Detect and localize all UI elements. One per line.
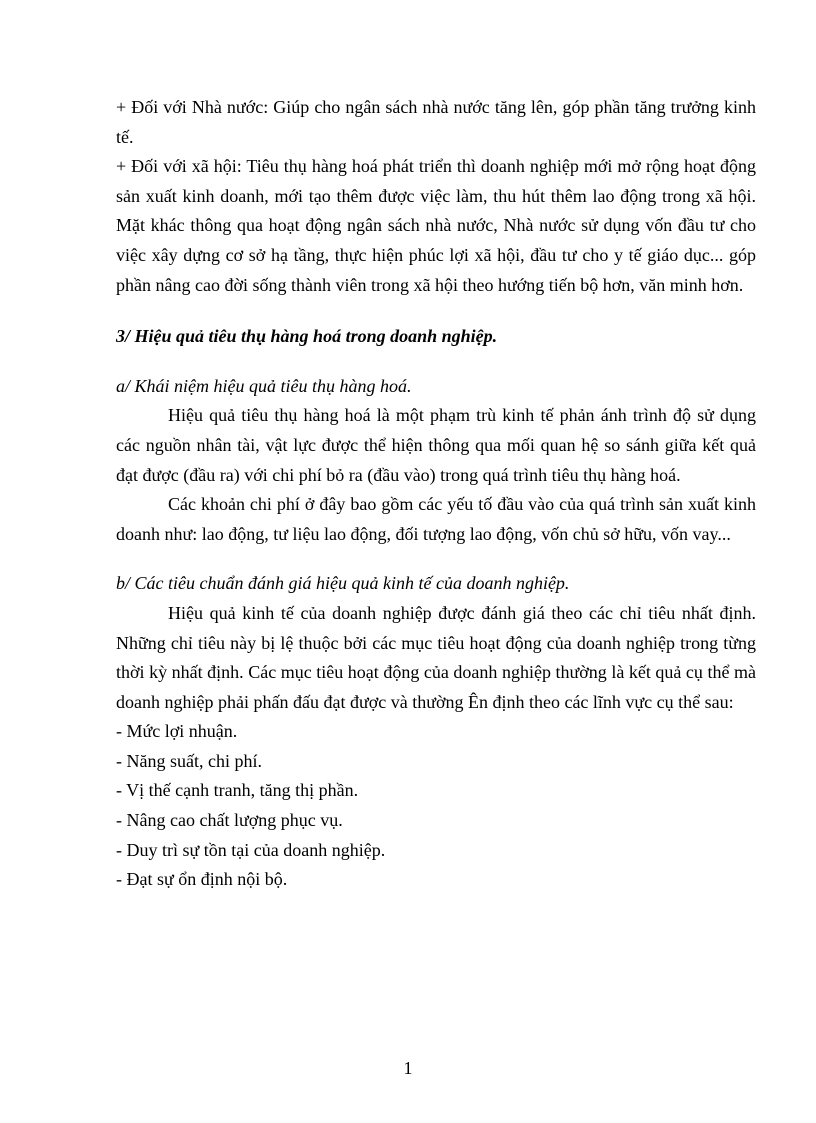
section-heading: 3/ Hiệu quả tiêu thụ hàng hoá trong doanh nghiệp. [116,326,498,347]
criteria-list [116,717,756,895]
list-item: - Mức lợi nhuận. [116,721,238,742]
paragraph-state: + Đối với Nhà nước: Giúp cho ngân sách nhà nước tăng lên, góp phần tăng trưởng kinh tế. [116,97,756,147]
paragraph-costs: Các khoản chi phí ở đây bao gồm các yếu tố đầu vào của quá trình sản xuất kinh doanh như: lao động, tư liệu lao động, đối tượng lao động, vốn chủ sở hữu, vốn vay... [116,494,756,544]
subsection-a-heading: a/ Khái niệm hiệu quả tiêu thụ hàng hoá. [116,375,412,396]
list-item: - Năng suất, chi phí. [116,750,262,771]
paragraph-efficiency-definition: Hiệu quả tiêu thụ hàng hoá là một phạm trù kinh tế phản ánh trình độ sử dụng các nguồn nhân tài, vật lực được thể hiện thông qua mối quan hệ so sánh giữa kết quả đạt được (đầu ra) với chi phí bỏ ra (đầu vào) trong quá trình tiêu thụ hàng hoá. [116,405,756,485]
page-number: 1 [403,1058,413,1078]
list-item: - Đạt sự ổn định nội bộ. [116,869,288,890]
list-item: - Vị thế cạnh tranh, tăng thị phần. [116,780,359,801]
page-content [116,93,756,895]
subsection-b-heading: b/ Các tiêu chuẩn đánh giá hiệu quả kinh tế của doanh nghiệp. [116,573,570,594]
paragraph-criteria: Hiệu quả kinh tế của doanh nghiệp được đánh giá theo các chỉ tiêu nhất định. Những chỉ tiêu này bị lệ thuộc bởi các mục tiêu hoạt động của doanh nghiệp trong từng thời kỳ nhất định. Các mục tiêu hoạt động của doanh nghiệp thường là kết quả cụ thể mà doanh nghiệp phải phấn đấu đạt được và thường Ên định theo các lĩnh vực cụ thể sau: [116,602,756,712]
paragraph-society: + Đối với xã hội: Tiêu thụ hàng hoá phát triển thì doanh nghiệp mới mở rộng hoạt động sản xuất kinh doanh, mới tạo thêm được việc làm, thu hút thêm lao động trong xã hội. Mặt khác thông qua hoạt động ngân sách nhà nước, Nhà nước sử dụng vốn đầu tư cho việc xây dựng cơ sở hạ tầng, thực hiện phúc lợi xã hội, đầu tư cho y tế giáo dục... góp phần nâng cao đời sống thành viên trong xã hội theo hướng tiến bộ hơn, văn minh hơn. [116,156,756,295]
list-item: - Duy trì sự tồn tại của doanh nghiệp. [116,839,386,860]
list-item: - Nâng cao chất lượng phục vụ. [116,810,343,831]
